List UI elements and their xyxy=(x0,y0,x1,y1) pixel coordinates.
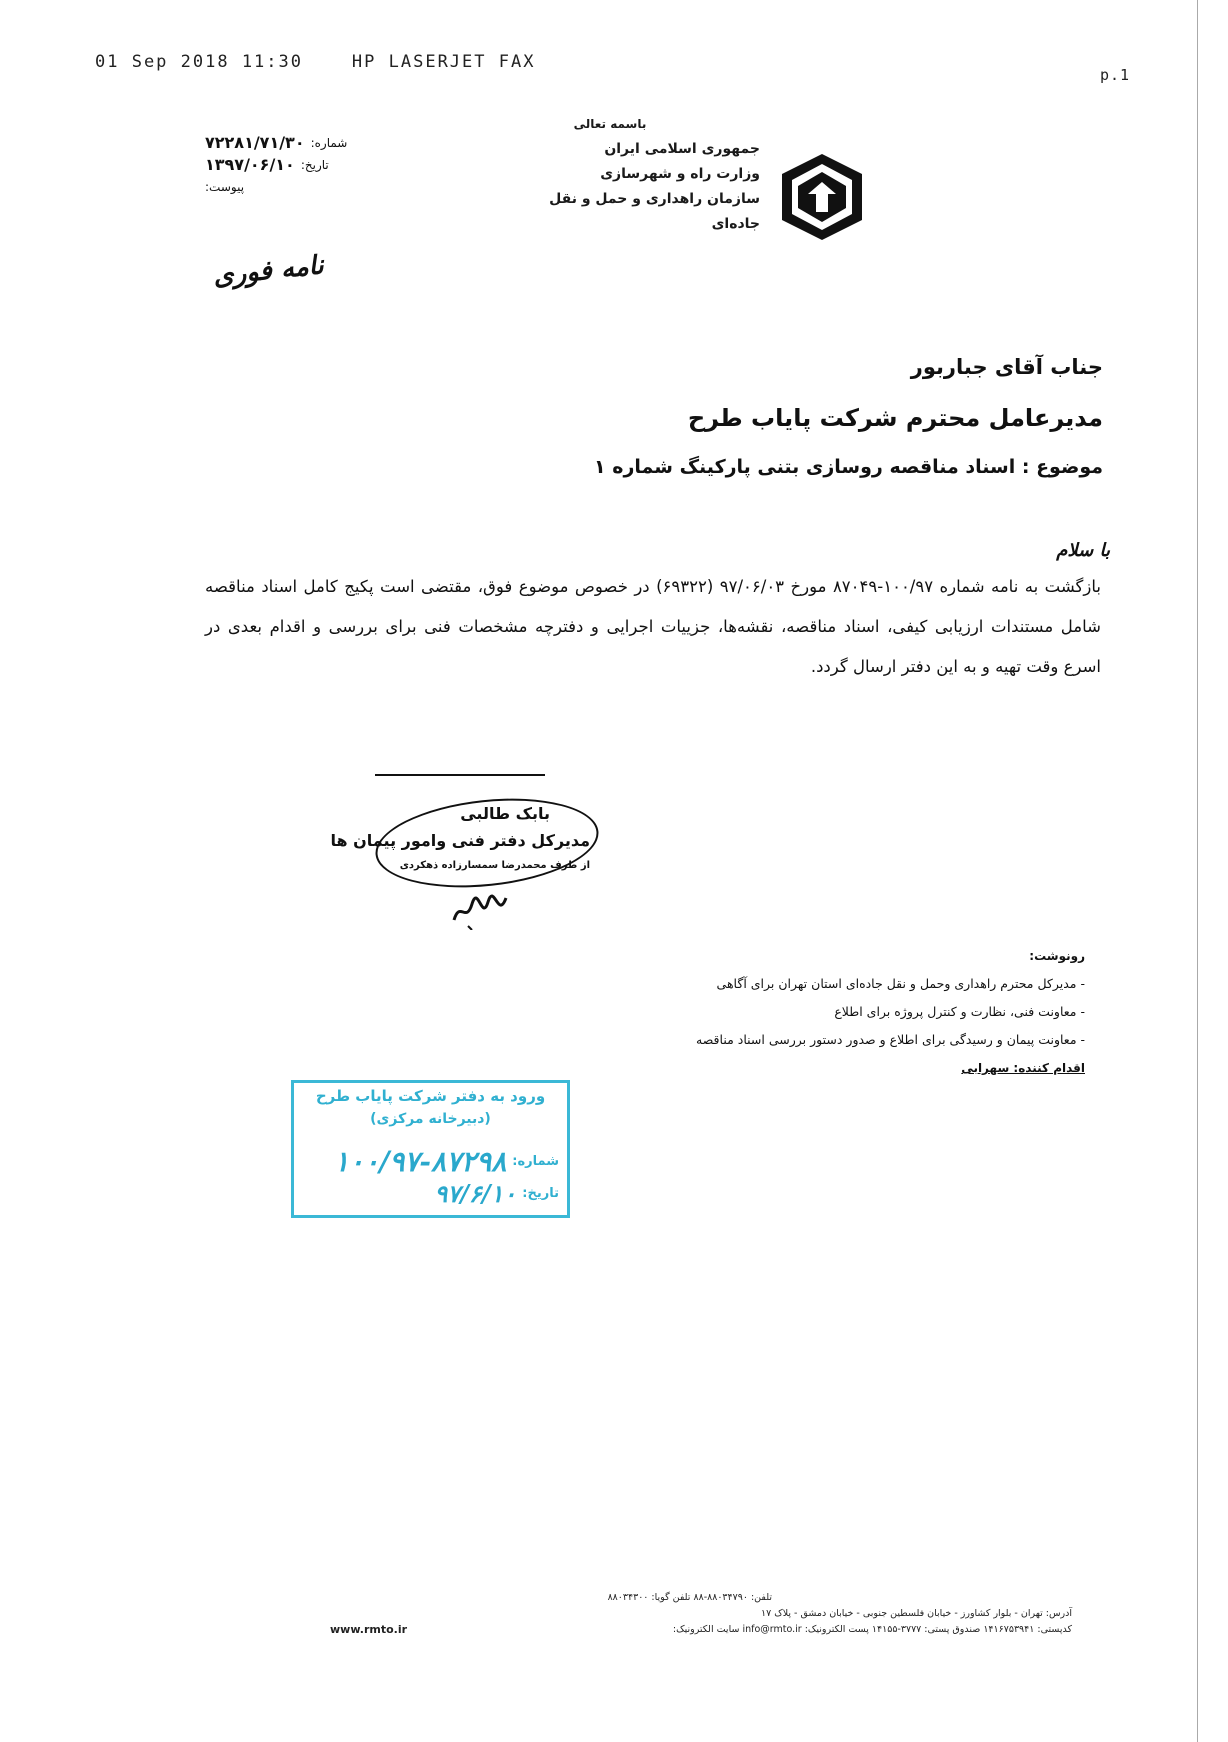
letter-number: ۷۲۲۸۱/۷۱/۳۰ xyxy=(205,133,305,152)
signature-line xyxy=(375,774,545,776)
letter-meta xyxy=(205,132,380,198)
letter-number-row xyxy=(205,132,380,154)
letterhead-invocation: باسمه تعالی xyxy=(573,117,647,131)
handwritten-signature-icon xyxy=(450,890,510,930)
organization-logo-icon xyxy=(776,150,868,244)
stamp-title: ورود به دفتر شرکت پایاب طرح xyxy=(315,1087,546,1105)
recipient: جناب آقای جباربور xyxy=(910,355,1103,379)
fax-header: 01 Sep 2018 11:30 HP LASERJET FAX xyxy=(95,52,536,72)
receipt-stamp xyxy=(291,1080,570,1218)
footer-contact: کدپستی: ۱۴۱۶۷۵۳۹۴۱ صندوق پستی: ۳۷۷۷-۱۴۱۵۵ پست الکترونیک: info@rmto.ir سایت الکترونیک: xyxy=(672,1624,1072,1635)
letter-subject: موضوع : اسناد مناقصه روسازی بتنی پارکینگ شماره ۱ xyxy=(594,456,1103,478)
letter-date: ۱۳۹۷/۰۶/۱۰ xyxy=(205,155,295,174)
letter-attachment-label: پیوست: xyxy=(205,180,245,194)
stamp-date-label: تاریخ: xyxy=(522,1186,559,1201)
cc-item: - معاونت پیمان و رسیدگی برای اطلاع و صدور دستور بررسی اسناد مناقصه xyxy=(696,1032,1085,1047)
footer-contact-row xyxy=(330,1622,1072,1638)
signer-on-behalf: از طرف محمدرضا سمسارزاده ذهکردی xyxy=(399,860,590,871)
letterhead xyxy=(520,112,760,237)
footer-phone: تلفن: ۸۸۰۳۴۷۹۰-۸۸ تلفن گویا: ۸۸۰۳۴۳۰۰ xyxy=(607,1592,772,1603)
fax-page-number: p.1 xyxy=(1100,66,1131,84)
cc-heading: رونوشت: xyxy=(1029,949,1085,963)
stamp-number-row xyxy=(334,1145,559,1178)
footer-website: www.rmto.ir xyxy=(330,1623,408,1636)
greeting: با سلام xyxy=(1056,540,1110,561)
letter-body: بازگشت به نامه شماره ۱۰۰/۹۷-۸۷۰۴۹ مورخ ۹۷/۰۶/۰۳ (۶۹۳۲۲) در خصوص موضوع فوق، مقتضی است پکیج کامل اسناد مناقصه شامل مستندات ارزیابی کیفی، اسناد مناقصه، نقشه‌ها، جزییات اجرایی و دفترچه مشخصات فنی برای بررسی و اقدام بعدی در اسرع وقت تهیه و به این دفتر ارسال گردد. xyxy=(205,577,1102,676)
cc-action-by: اقدام کننده: سهرابی xyxy=(961,1061,1085,1075)
letter-number-label: شماره: xyxy=(310,136,348,150)
urgent-note: نامه فوری xyxy=(211,250,326,292)
letter-date-row xyxy=(205,154,380,176)
stamp-number: ۱۰۰/۹۷-۸۷۲۹۸ xyxy=(334,1145,507,1178)
stamp-date: ۹۷/۶/۱۰ xyxy=(434,1179,517,1208)
letterhead-ministry: وزارت راه و شهرسازی xyxy=(600,166,760,182)
cc-item: - مدیرکل محترم راهداری وحمل و نقل جاده‌ای استان تهران برای آگاهی xyxy=(716,976,1085,991)
signature-block xyxy=(280,804,590,871)
scan-edge-line xyxy=(1197,0,1198,1742)
letter-attachment-row xyxy=(205,176,380,198)
footer xyxy=(330,1590,1072,1638)
cc-item: - معاونت فنی، نظارت و کنترل پروژه برای اطلاع xyxy=(834,1004,1085,1019)
letterhead-country: جمهوری اسلامی ایران xyxy=(604,141,760,157)
stamp-number-label: شماره: xyxy=(512,1154,559,1169)
letterhead-organization: سازمان راهداری و حمل و نقل جاده‌ای xyxy=(549,191,760,232)
footer-address: آدرس: تهران - بلوار کشاورز - خیابان فلسطین جنوبی - خیابان دمشق - پلاک ۱۷ xyxy=(760,1608,1072,1619)
cc-block xyxy=(600,942,1085,1082)
stamp-date-row xyxy=(434,1179,559,1208)
stamp-subtitle: (دبیرخانه مرکزی) xyxy=(370,1111,491,1127)
signer-title: مدیرکل دفتر فنی وامور پیمان ها xyxy=(330,831,590,850)
letter-date-label: تاریخ: xyxy=(300,158,329,172)
signer-name: بابک طالبی xyxy=(460,804,550,823)
recipient-position: مدیرعامل محترم شرکت پایاب طرح xyxy=(687,404,1103,432)
